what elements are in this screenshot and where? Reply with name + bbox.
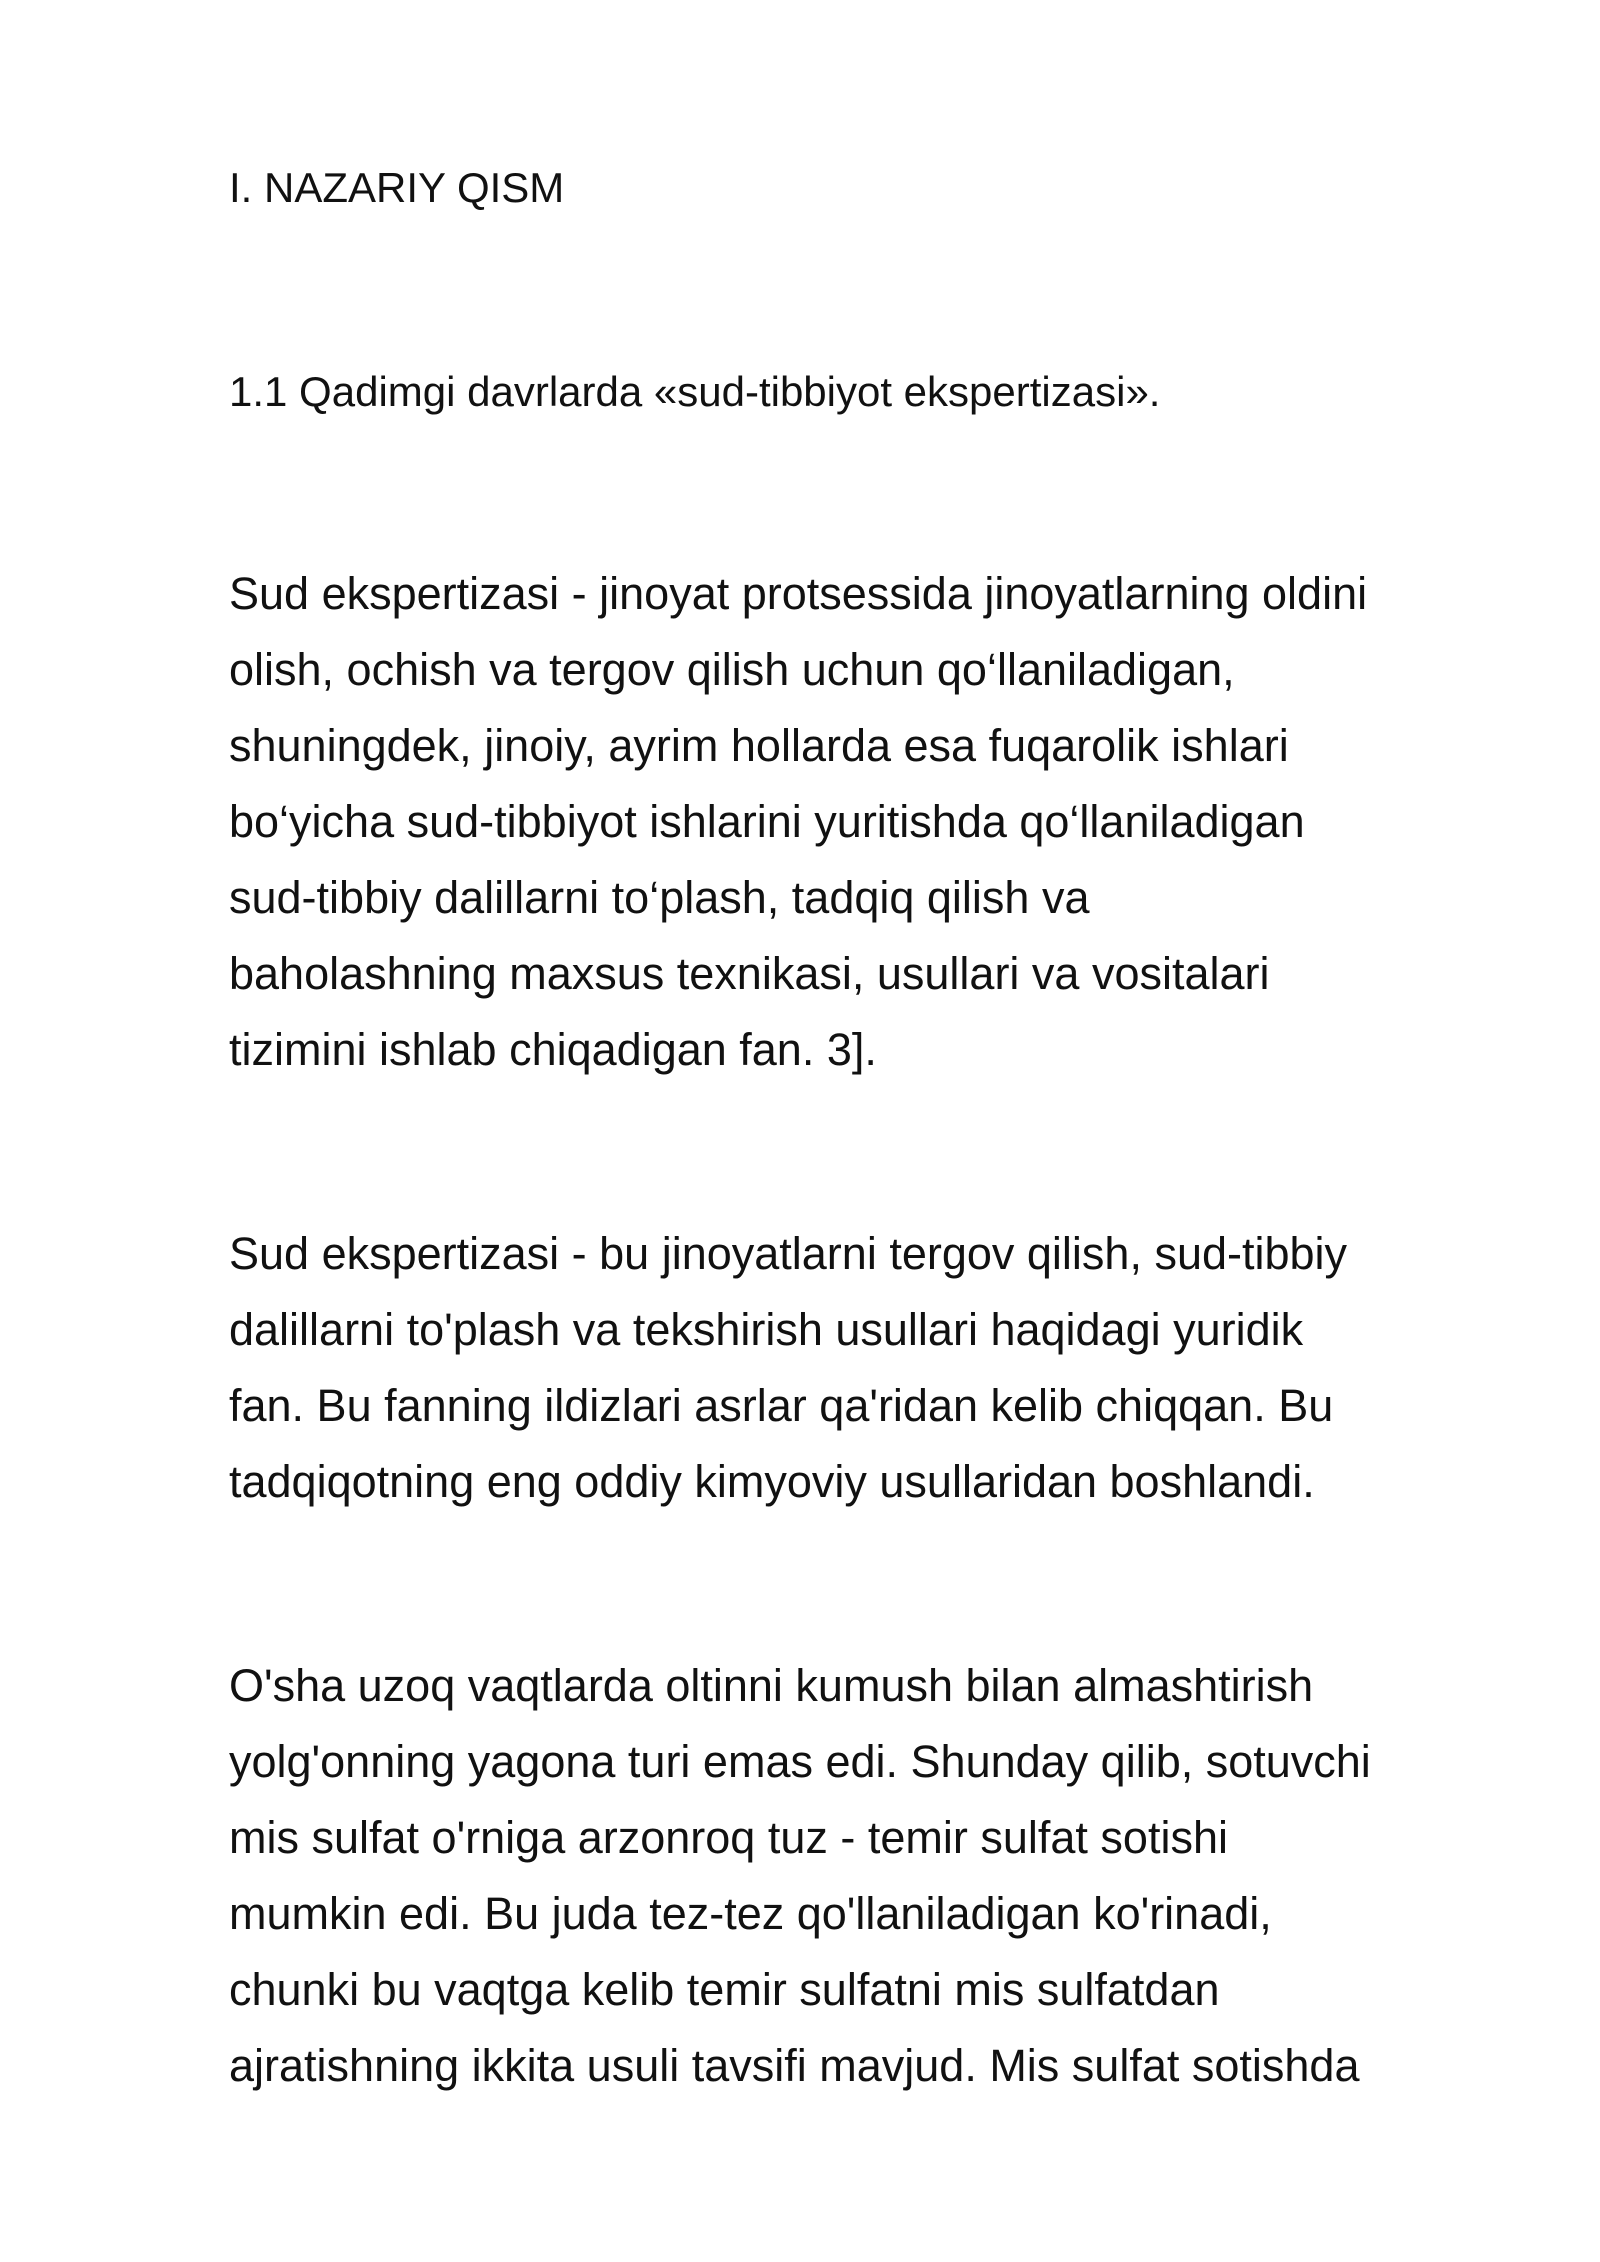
paragraph-line: chunki bu vaqtga kelib temir sulfatni mis sulfatdan [229, 1964, 1220, 2015]
paragraph-line: tizimini ishlab chiqadigan fan. 3]. [229, 1024, 877, 1075]
section-title: I. NAZARIY QISM [229, 164, 565, 211]
paragraph-line: Sud ekspertizasi - jinoyat protsessida jinoyatlarning oldini [229, 568, 1368, 619]
paragraph-line: shuningdek, jinoiy, ayrim hollarda esa fuqarolik ishlari [229, 720, 1289, 771]
paragraph-line: O'sha uzoq vaqtlarda oltinni kumush bilan almashtirish [229, 1660, 1314, 1711]
paragraph-line: ajratishning ikkita usuli tavsifi mavjud. Mis sulfat sotishda [229, 2040, 1360, 2091]
paragraph-line: dalillarni to'plash va tekshirish usullari haqidagi yuridik [229, 1304, 1304, 1355]
paragraph-line: olish, ochish va tergov qilish uchun qo‘llaniladigan, [229, 644, 1235, 695]
page-content [229, 150, 1519, 2104]
subsection-title: 1.1 Qadimgi davrlarda «sud-tibbiyot ekspertizasi». [229, 368, 1161, 415]
paragraph-line: sud-tibbiy dalillarni to‘plash, tadqiq qilish va [229, 872, 1090, 923]
paragraph-line: baholashning maxsus texnikasi, usullari va vositalari [229, 948, 1270, 999]
paragraph-3 [229, 1648, 1519, 2104]
paragraph-line: mumkin edi. Bu juda tez-tez qo'llaniladigan ko'rinadi, [229, 1888, 1272, 1939]
paragraph-line: tadqiqotning eng oddiy kimyoviy usullaridan boshlandi. [229, 1456, 1315, 1507]
paragraph-1 [229, 556, 1519, 1088]
paragraph-line: fan. Bu fanning ildizlari asrlar qa'ridan kelib chiqqan. Bu [229, 1380, 1334, 1431]
paragraph-line: yolg'onning yagona turi emas edi. Shunday qilib, sotuvchi [229, 1736, 1371, 1787]
paragraph-2 [229, 1216, 1519, 1520]
paragraph-line: bo‘yicha sud-tibbiyot ishlarini yuritishda qo‘llaniladigan [229, 796, 1305, 847]
paragraph-line: mis sulfat o'rniga arzonroq tuz - temir sulfat sotishi [229, 1812, 1228, 1863]
paragraph-line: Sud ekspertizasi - bu jinoyatlarni tergov qilish, sud-tibbiy [229, 1228, 1348, 1279]
